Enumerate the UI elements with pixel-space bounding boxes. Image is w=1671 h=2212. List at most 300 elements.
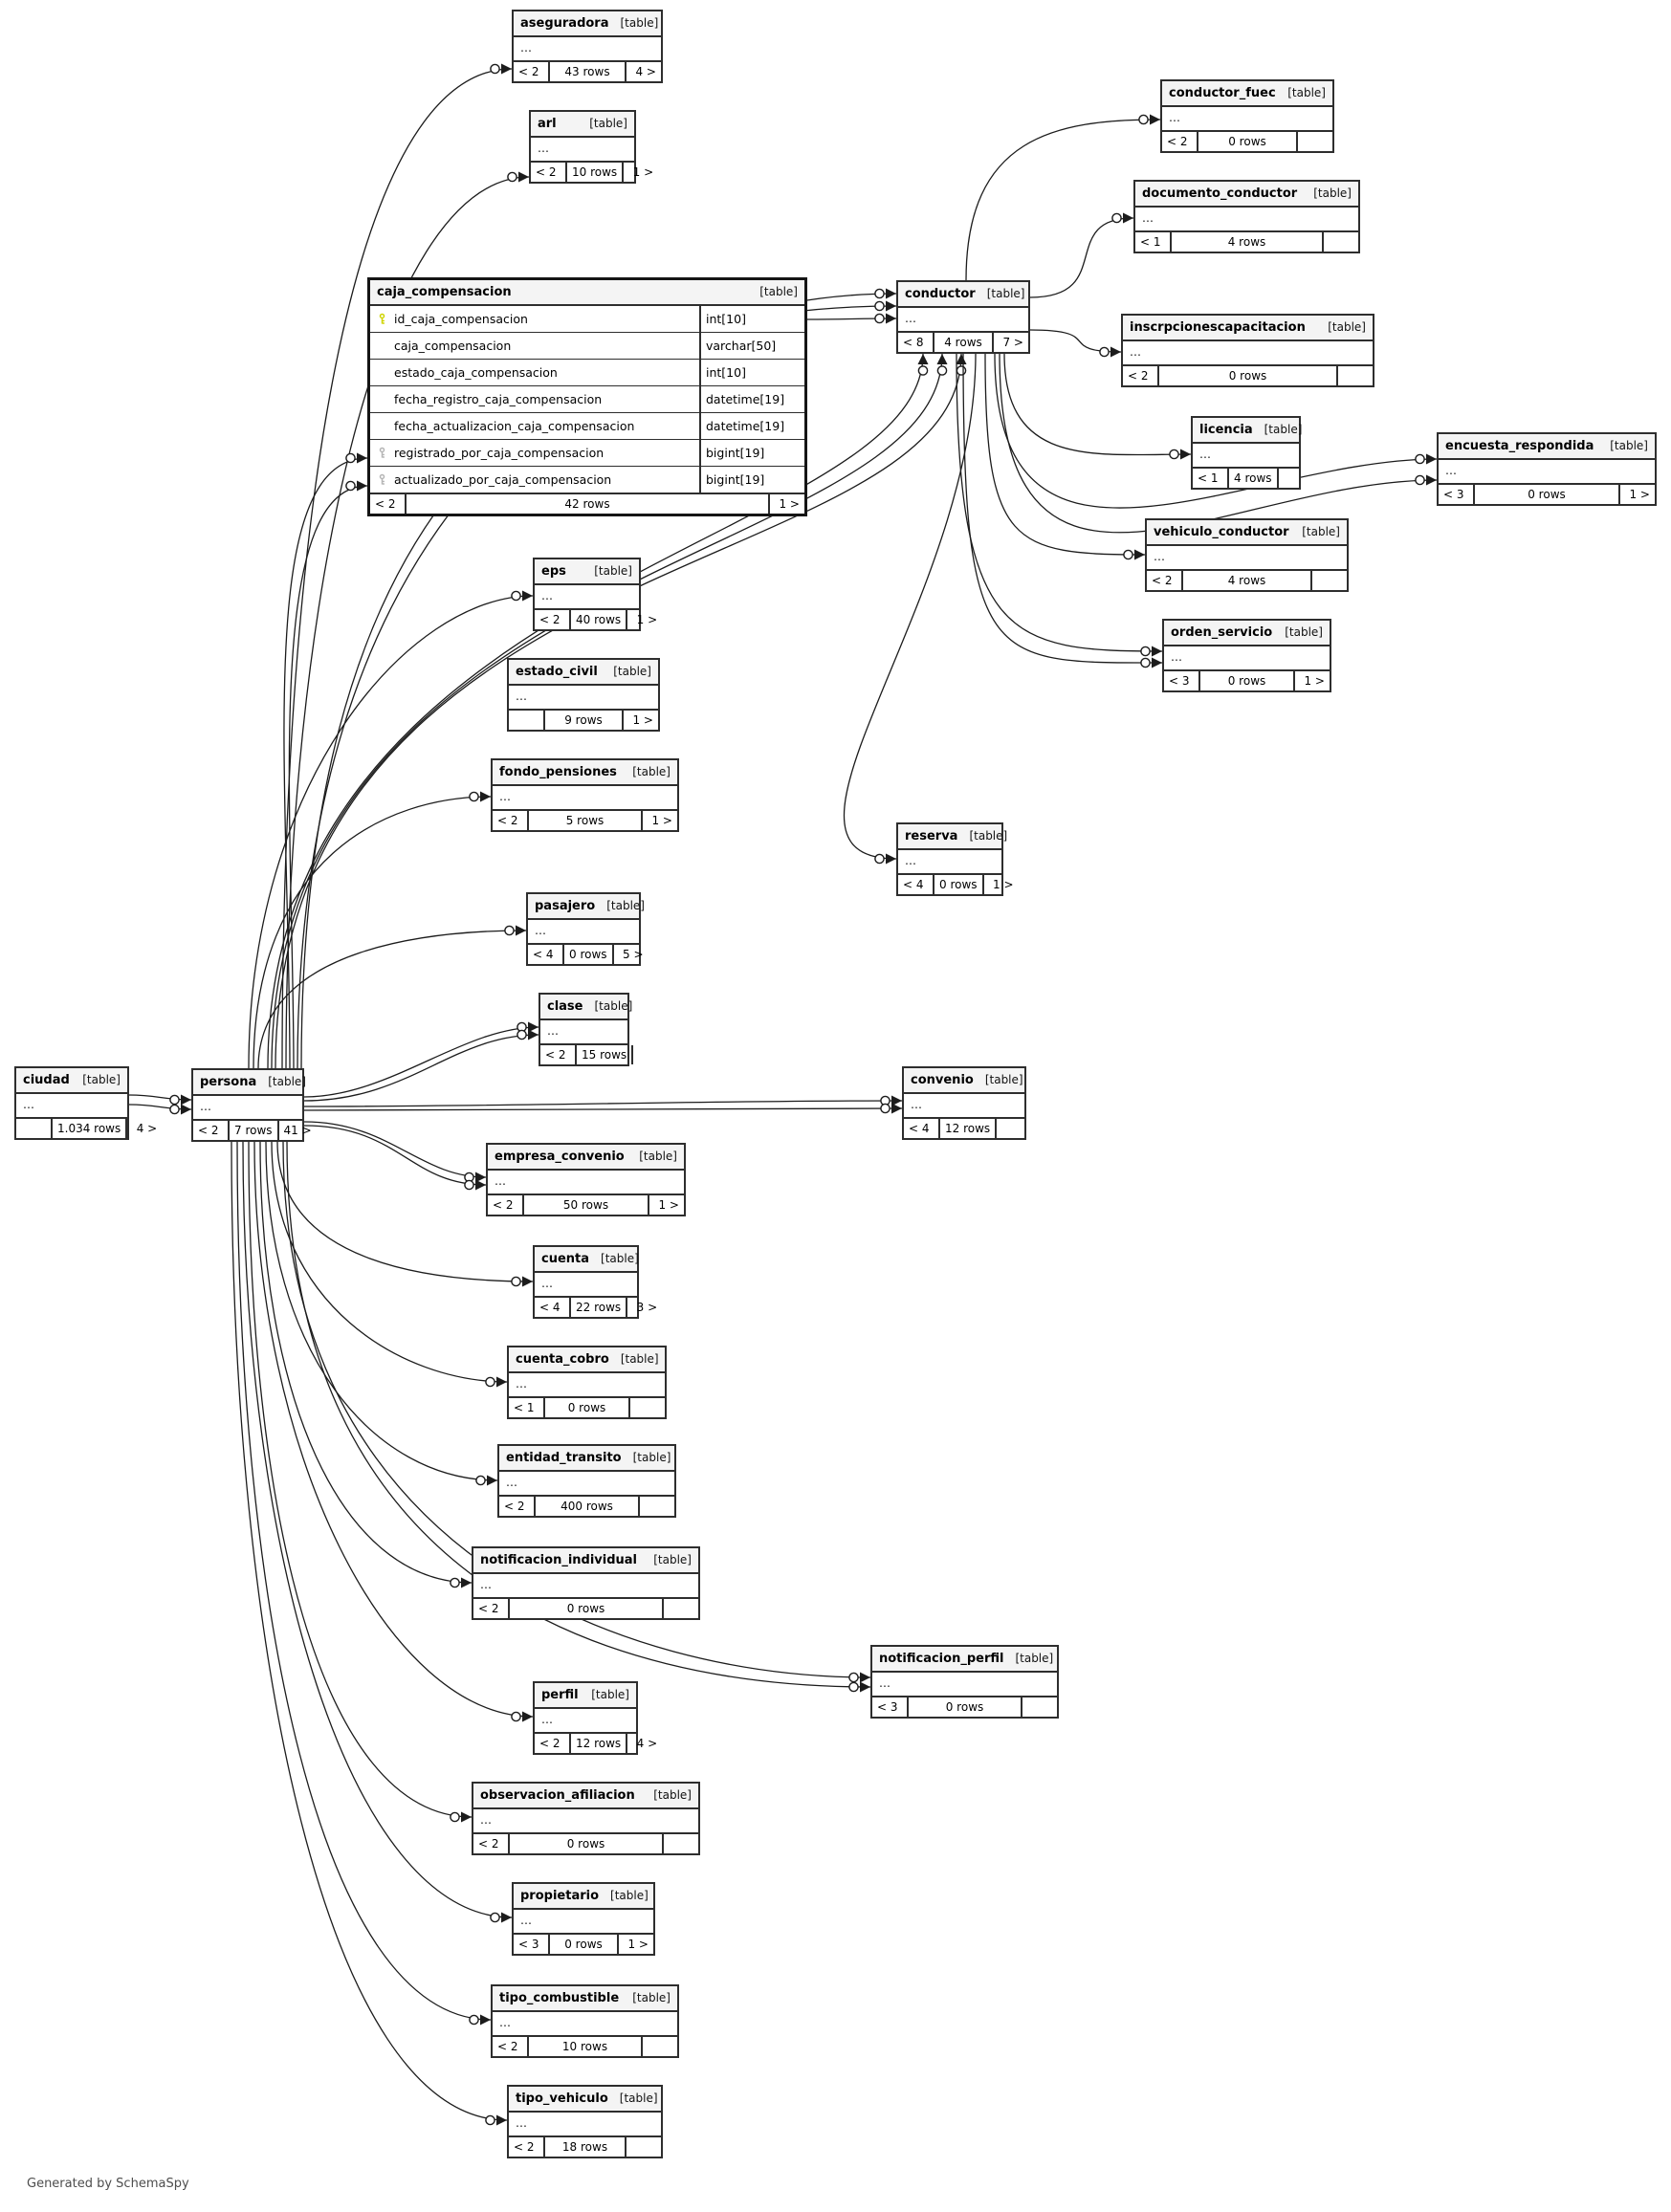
table-referenced-by-count: < 8 <box>903 336 924 349</box>
crow-foot-marker <box>461 1578 472 1588</box>
table-column-row[interactable] <box>370 467 804 493</box>
crow-foot-marker <box>501 1913 512 1923</box>
table-row-count: 0 rows <box>1157 366 1338 385</box>
table-columns-ellipsis: ... <box>488 1171 684 1195</box>
crow-foot-marker <box>1180 449 1191 460</box>
table-tag: [table] <box>601 1252 639 1265</box>
crow-foot-marker <box>1426 475 1437 486</box>
table-footer <box>1439 485 1655 504</box>
table-name[interactable]: conductor <box>905 287 976 301</box>
table-columns-ellipsis: ... <box>872 1673 1057 1697</box>
crow-foot-marker <box>518 172 529 183</box>
table-row-count: 0 rows <box>1197 132 1298 151</box>
relationship-conductor-documento_conductor <box>1030 218 1133 297</box>
table-name[interactable]: inscrpcionescapacitacion <box>1130 320 1306 335</box>
table-vehiculo_conductor[interactable] <box>1145 518 1349 592</box>
table-name[interactable]: orden_servicio <box>1171 625 1273 640</box>
zero-or-one-marker <box>508 172 517 181</box>
table-tag: [table] <box>606 899 645 912</box>
table-estado_civil[interactable] <box>507 658 660 732</box>
table-tag: [table] <box>82 1073 121 1086</box>
table-column-row[interactable] <box>370 306 804 333</box>
table-referenced-by-count: < 2 <box>536 165 557 179</box>
table-footer <box>514 1935 653 1954</box>
column-type: bigint[19] <box>699 440 804 466</box>
table-propietario[interactable] <box>512 1882 655 1956</box>
zero-or-one-marker <box>470 2015 478 2024</box>
relationship-conductor-conductor_fuec <box>966 120 1160 280</box>
table-columns-ellipsis: ... <box>531 138 634 163</box>
column-name: fecha_registro_caja_compensacion <box>394 392 603 406</box>
table-references-count: 4 > <box>636 1737 658 1750</box>
table-tag: [table] <box>639 1150 677 1163</box>
table-name[interactable]: reserva <box>905 829 958 843</box>
table-reserva[interactable] <box>896 822 1014 896</box>
table-header <box>1439 434 1655 460</box>
table-row-count: 42 rows <box>405 494 770 514</box>
table-referenced-by-count: < 3 <box>877 1700 898 1714</box>
table-references-count: 1 > <box>658 1198 679 1212</box>
table-tag: [table] <box>984 1073 1023 1086</box>
crow-foot-marker <box>1134 550 1145 560</box>
table-columns-ellipsis: ... <box>1162 107 1332 132</box>
zero-or-one-marker <box>491 1913 499 1921</box>
zero-or-one-marker <box>465 1180 473 1189</box>
table-referenced-by-count: < 4 <box>533 948 554 961</box>
table-tag: [table] <box>1302 525 1340 538</box>
table-name[interactable]: entidad_transito <box>506 1451 622 1465</box>
table-header <box>535 1247 637 1273</box>
crow-foot-marker <box>886 314 896 324</box>
zero-or-one-marker <box>346 481 355 490</box>
column-type: int[10] <box>699 360 804 385</box>
table-tipo_combustible[interactable] <box>491 1984 679 2058</box>
zero-or-one-marker <box>1416 475 1424 484</box>
zero-or-one-marker <box>512 1712 520 1720</box>
table-header <box>1123 316 1373 341</box>
table-referenced-by-count: < 1 <box>1198 471 1219 485</box>
relationship-persona-observacion_afiliacion <box>249 1142 472 1817</box>
table-row-count: 43 rows <box>548 62 627 81</box>
table-name[interactable]: tipo_vehiculo <box>516 2092 608 2106</box>
table-header <box>540 995 633 1020</box>
table-caja_compensacion[interactable] <box>367 277 807 516</box>
table-perfil[interactable] <box>533 1681 658 1755</box>
zero-or-one-marker <box>170 1095 179 1104</box>
table-column-row[interactable] <box>370 360 804 386</box>
table-tag: [table] <box>759 285 798 298</box>
column-name: registrado_por_caja_compensacion <box>394 446 605 460</box>
key-icon-slot <box>375 447 389 459</box>
table-row-count: 4 rows <box>1170 232 1324 252</box>
table-row-count: 12 rows <box>569 1734 627 1753</box>
table-footer <box>872 1697 1057 1717</box>
table-referenced-by-count: < 4 <box>539 1301 561 1314</box>
relationship-persona-empresa_convenio <box>304 1126 486 1185</box>
table-row-count: 1.034 rows <box>51 1119 127 1138</box>
table-row-count: 0 rows <box>1473 485 1620 504</box>
key-icon-slot <box>375 339 389 352</box>
table-tag: [table] <box>969 829 1008 843</box>
crow-foot-marker <box>522 591 533 602</box>
table-referenced-by-count: < 2 <box>518 65 539 78</box>
table-tag: [table] <box>1015 1652 1054 1665</box>
table-orden_servicio[interactable] <box>1162 619 1331 692</box>
table-referenced-by-count <box>509 711 543 730</box>
crow-foot-marker <box>522 1712 533 1722</box>
table-column-row[interactable] <box>370 440 804 467</box>
crow-foot-marker <box>480 792 491 802</box>
table-references-count: 1 > <box>651 814 672 827</box>
table-header <box>509 660 658 686</box>
table-name[interactable]: conductor_fuec <box>1169 86 1276 100</box>
key-icon-slot <box>375 366 389 379</box>
table-conductor_fuec[interactable] <box>1160 79 1334 153</box>
zero-or-one-marker <box>1141 658 1150 667</box>
table-name[interactable]: arl <box>538 117 557 131</box>
crow-foot-marker <box>886 289 896 299</box>
table-header <box>514 11 661 37</box>
crow-foot-marker <box>487 1476 497 1486</box>
table-footer <box>1135 232 1358 252</box>
table-columns-ellipsis: ... <box>898 308 1028 333</box>
table-name[interactable]: clase <box>547 999 583 1014</box>
table-footer <box>540 1045 627 1064</box>
foreign-key-icon <box>377 473 387 486</box>
zero-or-one-marker <box>875 314 884 322</box>
table-tag: [table] <box>620 1352 659 1366</box>
table-columns-ellipsis: ... <box>898 850 1001 875</box>
table-referenced-by-count: < 2 <box>1167 135 1188 148</box>
table-entidad_transito[interactable] <box>497 1444 676 1518</box>
table-name[interactable]: aseguradora <box>520 16 609 31</box>
table-columns-ellipsis: ... <box>16 1094 127 1119</box>
table-persona[interactable] <box>191 1068 312 1142</box>
table-name[interactable]: encuesta_respondida <box>1445 439 1594 453</box>
column-name: fecha_actualizacion_caja_compensacion <box>394 419 635 433</box>
crow-foot-marker <box>937 354 948 364</box>
foreign-key-icon <box>377 447 387 459</box>
table-columns-ellipsis: ... <box>535 585 639 610</box>
table-name[interactable]: convenio <box>911 1073 974 1087</box>
table-referenced-by-count: < 2 <box>478 1837 499 1851</box>
table-footer <box>493 811 677 830</box>
table-name[interactable]: empresa_convenio <box>495 1150 625 1164</box>
table-row-count: 0 rows <box>933 875 984 894</box>
table-notificacion_perfil[interactable] <box>870 1645 1059 1719</box>
table-columns-ellipsis: ... <box>499 1472 674 1497</box>
table-references-count <box>1279 469 1313 488</box>
table-header <box>898 824 1008 850</box>
table-name[interactable]: documento_conductor <box>1142 186 1298 201</box>
table-tag: [table] <box>653 1553 692 1566</box>
relationship-persona-caja_compensacion <box>284 458 367 1068</box>
table-footer <box>509 1398 665 1417</box>
table-references-count <box>643 2037 677 2056</box>
table-references-count: 5 > <box>623 948 644 961</box>
table-referenced-by-count: < 2 <box>514 2140 535 2154</box>
table-referenced-by-count: < 2 <box>198 1124 219 1137</box>
table-tag: [table] <box>268 1075 306 1088</box>
table-name[interactable]: propietario <box>520 1889 600 1903</box>
table-footer <box>535 610 658 629</box>
table-name[interactable]: cuenta <box>541 1252 590 1266</box>
relationship-persona-entidad_transito <box>266 1142 497 1480</box>
table-referenced-by-count: < 2 <box>478 1602 499 1615</box>
table-footer <box>473 1834 698 1853</box>
table-name[interactable]: estado_civil <box>516 665 598 679</box>
table-references-count: 1 > <box>1304 674 1325 688</box>
table-references-count: 1 > <box>636 613 658 626</box>
table-arl[interactable] <box>529 110 654 184</box>
table-name[interactable]: observacion_afiliacion <box>480 1788 635 1803</box>
crow-foot-marker <box>357 453 367 464</box>
key-icon-slot <box>375 420 389 432</box>
table-footer <box>535 1734 658 1753</box>
table-name[interactable]: vehiculo_conductor <box>1154 525 1289 539</box>
zero-or-one-marker <box>1124 550 1132 558</box>
table-footer <box>904 1119 1024 1138</box>
table-cuenta[interactable] <box>533 1245 658 1319</box>
table-footer <box>16 1119 158 1138</box>
table-header <box>1135 182 1358 208</box>
relationship-persona-convenio <box>304 1108 902 1110</box>
crow-foot-marker <box>496 1377 507 1388</box>
table-referenced-by-count: < 4 <box>909 1122 930 1135</box>
table-name[interactable]: tipo_combustible <box>499 1991 620 2005</box>
table-header <box>370 280 804 306</box>
zero-or-one-marker <box>918 366 927 375</box>
table-encuesta_respondida[interactable] <box>1437 432 1657 506</box>
relationship-persona-clase <box>304 1027 539 1097</box>
key-icon-slot <box>375 393 389 405</box>
column-type: datetime[19] <box>699 386 804 412</box>
table-columns-ellipsis: ... <box>509 2113 661 2137</box>
table-header <box>531 112 634 138</box>
table-header <box>514 1884 653 1910</box>
crow-foot-marker <box>860 1673 870 1683</box>
table-footer <box>528 945 644 964</box>
table-columns-ellipsis: ... <box>535 1709 636 1734</box>
crow-foot-marker <box>1152 646 1162 657</box>
key-icon-slot <box>375 313 389 325</box>
table-cuenta_cobro[interactable] <box>507 1346 667 1419</box>
table-header <box>1162 81 1332 107</box>
table-documento_conductor[interactable] <box>1133 180 1360 253</box>
table-references-count <box>1298 132 1332 151</box>
table-footer <box>499 1497 674 1516</box>
relationship-persona-perfil <box>254 1142 533 1717</box>
table-aseguradora[interactable] <box>512 10 663 83</box>
table-header <box>493 760 677 786</box>
table-header <box>528 894 645 920</box>
table-name[interactable]: notificacion_perfil <box>879 1652 1004 1666</box>
zero-or-one-marker <box>346 453 355 462</box>
table-empresa_convenio[interactable] <box>486 1143 686 1216</box>
table-column-row[interactable] <box>370 333 804 360</box>
table-references-count: 4 > <box>136 1122 158 1135</box>
crow-foot-marker <box>516 926 526 936</box>
crow-foot-marker <box>956 354 967 364</box>
relationship-persona-aseguradora <box>282 69 512 1068</box>
table-references-count: 1 > <box>993 878 1014 891</box>
table-row-count: 10 rows <box>565 163 624 182</box>
table-references-count: 3 > <box>636 1301 658 1314</box>
table-name[interactable]: cuenta_cobro <box>516 1352 609 1367</box>
table-references-count: 1 > <box>632 713 653 727</box>
table-header <box>1193 418 1303 444</box>
table-name[interactable]: pasajero <box>535 899 596 913</box>
table-tag: [table] <box>594 999 633 1013</box>
table-column-row[interactable] <box>370 386 804 413</box>
table-tag: [table] <box>594 564 632 578</box>
table-footer <box>898 333 1028 352</box>
table-row-count: 7 rows <box>228 1121 279 1140</box>
table-header <box>898 282 1028 308</box>
zero-or-one-marker <box>849 1673 858 1681</box>
column-name: id_caja_compensacion <box>394 312 528 326</box>
table-columns-ellipsis: ... <box>514 1910 653 1935</box>
table-footer <box>473 1599 698 1618</box>
crow-foot-marker <box>480 2015 491 2026</box>
table-footer <box>370 494 804 514</box>
crow-foot-marker <box>528 1030 539 1040</box>
zero-or-one-marker <box>881 1104 890 1112</box>
table-footer <box>898 875 1014 894</box>
zero-or-one-marker <box>956 366 965 375</box>
table-columns-ellipsis: ... <box>528 920 639 945</box>
table-name[interactable]: persona <box>200 1075 257 1089</box>
table-references-count <box>630 1398 665 1417</box>
table-name[interactable]: fondo_pensiones <box>499 765 617 779</box>
table-columns-ellipsis: ... <box>473 1809 698 1834</box>
table-name[interactable]: perfil <box>541 1688 579 1702</box>
table-conductor[interactable] <box>896 280 1030 354</box>
table-header <box>488 1145 684 1171</box>
table-columns-ellipsis: ... <box>540 1020 627 1045</box>
table-footer <box>488 1195 684 1215</box>
table-columns-ellipsis: ... <box>509 1373 665 1398</box>
zero-or-one-marker <box>1112 213 1121 222</box>
table-row-count: 0 rows <box>548 1935 619 1954</box>
table-referenced-by-count: < 3 <box>518 1938 539 1951</box>
table-clase[interactable] <box>539 993 633 1066</box>
table-columns-ellipsis: ... <box>473 1574 698 1599</box>
table-row-count: 40 rows <box>569 610 627 629</box>
table-footer <box>1164 671 1330 690</box>
table-footer <box>514 62 661 81</box>
zero-or-one-marker <box>1170 449 1178 458</box>
table-notificacion_individual[interactable] <box>472 1546 700 1620</box>
table-columns-ellipsis: ... <box>1123 341 1373 366</box>
table-row-count: 0 rows <box>508 1599 664 1618</box>
table-footer <box>193 1121 312 1140</box>
table-references-count: 41 > <box>283 1124 312 1137</box>
table-name[interactable]: caja_compensacion <box>377 285 512 299</box>
table-name[interactable]: licencia <box>1199 423 1253 437</box>
crow-foot-marker <box>1110 347 1121 358</box>
relationship-conductor-reserva <box>844 354 976 859</box>
table-name[interactable]: eps <box>541 564 566 579</box>
table-row-count: 50 rows <box>522 1195 649 1215</box>
table-columns-ellipsis: ... <box>1193 444 1299 469</box>
crow-foot-marker <box>475 1180 486 1191</box>
table-references-count <box>1022 1697 1057 1717</box>
table-referenced-by-count: < 2 <box>497 2040 518 2053</box>
table-row-count: 22 rows <box>569 1298 627 1317</box>
crow-foot-marker <box>891 1104 902 1114</box>
table-row-count: 0 rows <box>543 1398 630 1417</box>
table-tag: [table] <box>610 1889 649 1902</box>
table-eps[interactable] <box>533 558 658 631</box>
table-row-count: 5 rows <box>527 811 643 830</box>
table-columns-ellipsis: ... <box>1164 646 1330 671</box>
crow-foot-marker <box>886 854 896 865</box>
table-footer <box>1193 469 1299 488</box>
table-tag: [table] <box>620 16 659 30</box>
table-row-count: 0 rows <box>508 1834 664 1853</box>
table-columns-ellipsis: ... <box>1147 546 1347 571</box>
table-ciudad[interactable] <box>14 1066 158 1140</box>
table-tag: [table] <box>632 1451 671 1464</box>
table-referenced-by-count: < 2 <box>375 497 396 511</box>
crow-foot-marker <box>918 354 929 364</box>
table-inscrpcionescapacitacion[interactable] <box>1121 314 1374 387</box>
table-references-count <box>1312 571 1347 590</box>
table-referenced-by-count: < 3 <box>1443 488 1464 501</box>
column-type: datetime[19] <box>699 413 804 439</box>
table-referenced-by-count: < 1 <box>514 1401 535 1414</box>
table-fondo_pensiones[interactable] <box>491 758 679 832</box>
table-pasajero[interactable] <box>526 892 645 966</box>
table-references-count: 1 > <box>627 1938 649 1951</box>
table-tag: [table] <box>591 1688 629 1701</box>
table-references-count <box>664 1599 698 1618</box>
table-tag: [table] <box>1264 423 1303 436</box>
generator-credit: Generated by SchemaSpy <box>27 2177 189 2191</box>
zero-or-one-marker <box>1100 347 1109 356</box>
table-tag: [table] <box>653 1788 692 1802</box>
table-referenced-by-count: < 3 <box>1169 674 1190 688</box>
table-observacion_afiliacion[interactable] <box>472 1782 700 1855</box>
table-references-count: 1 > <box>1629 488 1650 501</box>
table-tipo_vehiculo[interactable] <box>507 2085 663 2158</box>
table-header <box>535 1683 636 1709</box>
table-column-row[interactable] <box>370 413 804 440</box>
table-referenced-by-count: < 2 <box>1128 369 1149 383</box>
table-licencia[interactable] <box>1191 416 1301 490</box>
zero-or-one-marker <box>1141 646 1150 655</box>
crow-foot-marker <box>501 64 512 75</box>
table-references-count: 1 > <box>779 497 800 511</box>
table-tag: [table] <box>619 2092 658 2105</box>
table-row-count: 18 rows <box>543 2137 627 2157</box>
table-name[interactable]: notificacion_individual <box>480 1553 638 1567</box>
column-type: bigint[19] <box>699 467 804 493</box>
table-header <box>473 1784 698 1809</box>
relationship-persona-empresa_convenio <box>304 1122 486 1177</box>
zero-or-one-marker <box>451 1578 459 1587</box>
table-row-count: 12 rows <box>938 1119 997 1138</box>
table-tag: [table] <box>1285 625 1323 639</box>
table-convenio[interactable] <box>902 1066 1026 1140</box>
zero-or-one-marker <box>875 301 884 310</box>
table-row-count: 4 rows <box>1181 571 1312 590</box>
crow-foot-marker <box>1152 658 1162 668</box>
table-header <box>493 1986 677 2012</box>
table-header <box>16 1068 127 1094</box>
table-name[interactable]: ciudad <box>23 1073 70 1087</box>
